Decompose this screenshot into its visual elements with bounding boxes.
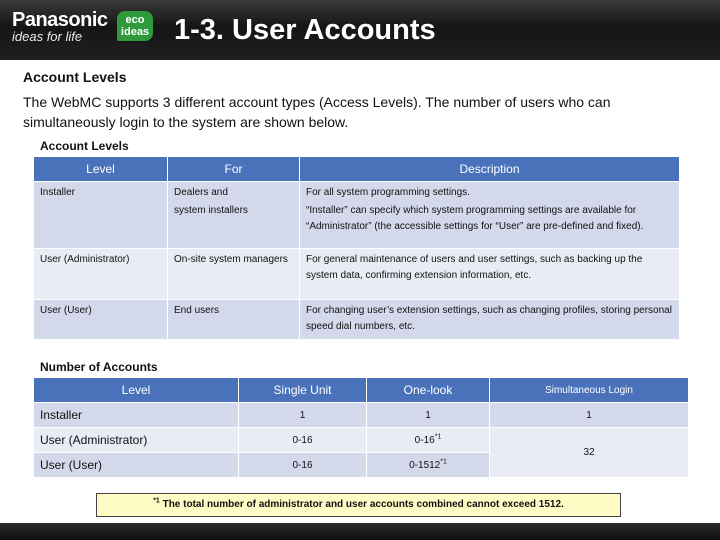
- brand-tagline: ideas for life: [12, 29, 83, 44]
- table-row: [34, 249, 680, 300]
- one-look-value: 0-1512: [409, 459, 441, 471]
- single-unit-cell: 0-16: [239, 453, 367, 478]
- eco-logo-line1: eco: [125, 14, 145, 26]
- accounts-table-caption: Number of Accounts: [40, 360, 158, 374]
- section-heading: Account Levels: [23, 69, 127, 85]
- simultaneous-login-cell: 32: [490, 428, 689, 478]
- footnote-ref: *1: [434, 433, 442, 441]
- column-header-single-unit: Single Unit: [239, 378, 367, 403]
- one-look-cell: [367, 428, 490, 453]
- description-cell: For changing user’s extension settings, such as changing profiles, storing personal speed dial numbers, etc.: [300, 300, 680, 340]
- column-header-simultaneous-login: Simultaneous Login: [490, 378, 689, 403]
- level-cell: Installer: [34, 403, 239, 428]
- level-cell: User (User): [34, 300, 168, 340]
- footer-bar: [0, 523, 720, 540]
- column-header-one-look: One-look: [367, 378, 490, 403]
- footnote-marker: *1: [153, 497, 160, 505]
- table-header-row: [34, 157, 680, 182]
- footnote-box: [96, 493, 621, 517]
- column-header-level: Level: [34, 157, 168, 182]
- one-look-cell: [367, 453, 490, 478]
- title-bar: [0, 0, 720, 60]
- one-look-value: 1: [425, 409, 431, 421]
- level-cell: User (Administrator): [34, 428, 239, 453]
- level-cell: Installer: [34, 182, 168, 249]
- table-header-row: [34, 378, 689, 403]
- simultaneous-login-cell: 1: [490, 403, 689, 428]
- eco-logo-line2: ideas: [120, 26, 150, 38]
- one-look-cell: [367, 403, 490, 428]
- level-cell: User (Administrator): [34, 249, 168, 300]
- for-line: Dealers and: [174, 187, 228, 198]
- footnote-text: The total number of administrator and user accounts combined cannot exceed 1512.: [159, 499, 564, 510]
- one-look-value: 0-16: [414, 434, 435, 446]
- table-row: [34, 403, 689, 428]
- levels-table-caption: Account Levels: [40, 139, 129, 153]
- eco-ideas-logo: [117, 11, 153, 41]
- description-cell: For general maintenance of users and user settings, such as backing up the system data, confirming extension information, etc.: [300, 249, 680, 300]
- column-header-description: Description: [300, 157, 680, 182]
- for-cell: End users: [168, 300, 300, 340]
- for-cell: On-site system managers: [168, 249, 300, 300]
- level-cell: User (User): [34, 453, 239, 478]
- table-row: [34, 182, 680, 249]
- for-cell: [168, 182, 300, 249]
- account-levels-table: [33, 156, 680, 340]
- intro-paragraph: The WebMC supports 3 different account types (Access Levels). The number of users who can simultaneously login to the system are shown below.: [23, 94, 611, 130]
- single-unit-cell: 1: [239, 403, 367, 428]
- brand-name: Panasonic: [12, 9, 108, 31]
- footnote-ref: *1: [440, 458, 447, 466]
- description-line: For all system programming settings.: [306, 187, 470, 198]
- for-line: system installers: [174, 205, 248, 216]
- column-header-for: For: [168, 157, 300, 182]
- column-header-level: Level: [34, 378, 239, 403]
- table-row: [34, 300, 680, 340]
- description-line: “Installer” can specify which system programming settings are available for “Administrator” (the accessible settings for “User” are pre-defined and fixed).: [306, 205, 644, 232]
- slide-title: 1-3. User Accounts: [174, 14, 436, 46]
- description-cell: [300, 182, 680, 249]
- table-row: [34, 428, 689, 453]
- panasonic-logo: [12, 10, 108, 44]
- single-unit-cell: 0-16: [239, 428, 367, 453]
- number-of-accounts-table: [33, 377, 689, 478]
